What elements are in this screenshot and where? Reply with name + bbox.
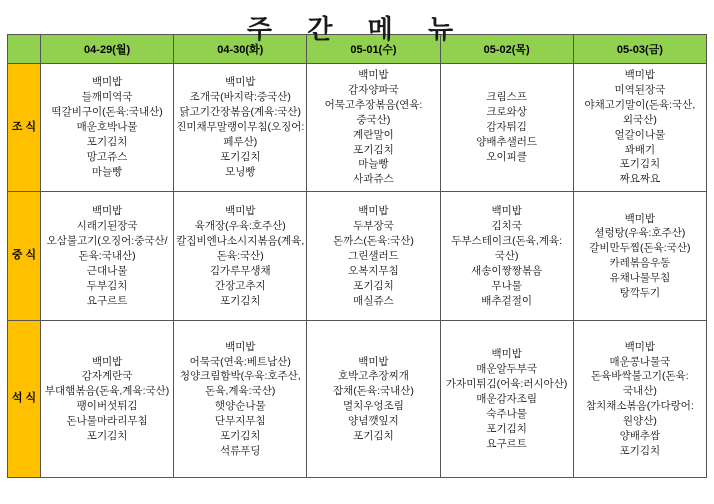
day-header-mon: 04-29(월)	[41, 35, 174, 64]
menu-cell-breakfast-mon: 백미밥 들깨미역국 떡갈비구이(돈육:국내산) 매운호박나물 포기김치 망고쥬스 마늘빵	[41, 64, 174, 192]
menu-cell-dinner-tue: 백미밥 어묵국(연육:베트남산) 청양크림함박(우육:호주산,돈육,계육:국산) 햇양순나물 단무지무침 포기김치 석류푸딩	[174, 321, 307, 478]
table-corner-cell	[8, 35, 41, 64]
day-header-thu: 05-02(목)	[440, 35, 573, 64]
menu-cell-lunch-mon: 백미밥 시래기된장국 오삼불고기(오징어:중국산/돈육:국내산) 근대나물 두부김치 요구르트	[41, 192, 174, 321]
day-header-fri: 05-03(금)	[573, 35, 706, 64]
table-row-dinner	[8, 321, 707, 478]
menu-cell-dinner-fri: 백미밥 매운콩나물국 돈육바싹불고기(돈육:국내산) 참치채소볶음(가다랑어:원양산) 양배추쌈 포기김치	[573, 321, 706, 478]
menu-cell-lunch-wed: 백미밥 두부장국 돈까스(돈육:국산) 그린샐러드 오복지무침 포기김치 매실쥬스	[307, 192, 440, 321]
weekly-menu-table	[7, 34, 707, 478]
meal-label-lunch: 중 식	[8, 192, 41, 321]
menu-cell-lunch-tue: 백미밥 육개장(우육:호주산) 칼집비엔나소시지볶음(계육,돈육:국산) 김가루무생채 간장고추지 포기김치	[174, 192, 307, 321]
menu-cell-breakfast-tue: 백미밥 조개국(바지락:중국산) 닭고기간장볶음(계육:국산) 진미채무말랭이무침(오징어:페루산) 포기김치 모닝빵	[174, 64, 307, 192]
menu-cell-dinner-wed: 백미밥 호박고추장찌개 잡채(돈육:국내산) 멸치우엉조림 양념깻잎지 포기김치	[307, 321, 440, 478]
table-row-lunch	[8, 192, 707, 321]
menu-cell-lunch-thu: 백미밥 김치국 두부스테이크(돈육,계육:국산) 새송이짱짱볶음 무나물 배추겉절이	[440, 192, 573, 321]
menu-cell-breakfast-fri: 백미밥 미역된장국 야채고기말이(돈육:국산,외국산) 얼갈이나물 꽈배기 포기김치 짜요짜요	[573, 64, 706, 192]
meal-label-dinner: 석 식	[8, 321, 41, 478]
menu-cell-dinner-thu: 백미밥 매운알두부국 가자미튀김(어육:러시아산) 매운감자조림 숙주나물 포기김치 요구르트	[440, 321, 573, 478]
menu-cell-lunch-fri: 백미밥 셜렁탕(우육:호주산) 갈비만두찜(돈육:국산) 카레볶음우동 유채나물무침 탕깍두기	[573, 192, 706, 321]
menu-cell-breakfast-wed: 백미밥 감자양파국 어묵고추장볶음(연육:중국산) 계란말이 포기김치 마늘빵 사과쥬스	[307, 64, 440, 192]
menu-cell-dinner-mon: 백미밥 감자계란국 부대햄볶음(돈육,계육:국산) 팽이버섯튀김 돈나물마라리무침 포기김치	[41, 321, 174, 478]
day-header-tue: 04-30(화)	[174, 35, 307, 64]
day-header-wed: 05-01(수)	[307, 35, 440, 64]
page-title: 주 간 메 뉴	[246, 14, 468, 44]
meal-label-breakfast: 조 식	[8, 64, 41, 192]
menu-cell-breakfast-thu: 크림스프 크로와상 감자튀김 양배추샐러드 오이피클	[440, 64, 573, 192]
table-row-breakfast	[8, 64, 707, 192]
